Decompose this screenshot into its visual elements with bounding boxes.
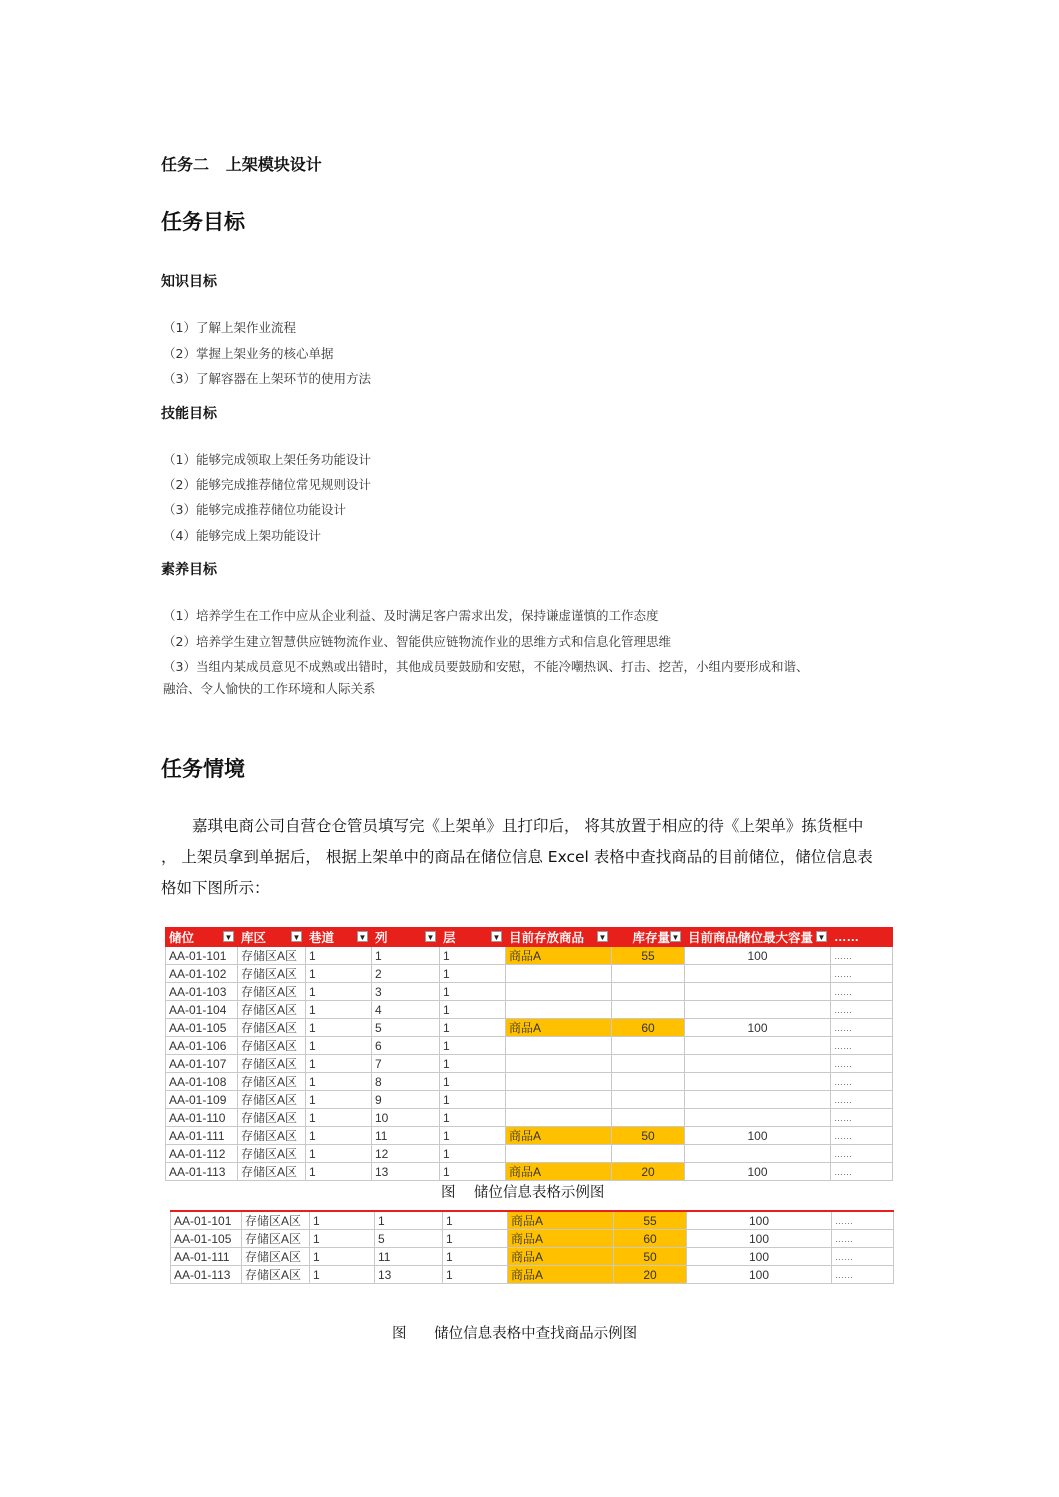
table-cell[interactable]: 1: [440, 1145, 506, 1163]
table-cell[interactable]: 55: [612, 947, 685, 965]
table-cell[interactable]: 1: [306, 983, 372, 1001]
table-row: [166, 1037, 893, 1055]
table-cell[interactable]: [685, 1001, 831, 1019]
table-cell[interactable]: 存储区A区: [238, 1163, 306, 1181]
table-cell[interactable]: 存储区A区: [238, 1091, 306, 1109]
table-cell[interactable]: 商品A: [508, 1211, 614, 1230]
table-cell[interactable]: 存储区A区: [238, 1055, 306, 1073]
table-cell[interactable]: AA-01-103: [166, 983, 238, 1001]
table-cell[interactable]: ……: [831, 1037, 893, 1055]
scenario-line: 嘉琪电商公司自营仓仓管员填写完《上架单》且打印后， 将其放置于相应的待《上架单》拣货框中: [192, 817, 864, 835]
table-cell[interactable]: 商品A: [508, 1248, 614, 1266]
table-cell[interactable]: 1: [306, 947, 372, 965]
knowledge-item: （2）掌握上架业务的核心单据: [163, 346, 334, 361]
table-cell[interactable]: 1: [306, 1073, 372, 1091]
table-cell[interactable]: [612, 983, 685, 1001]
knowledge-item: （3）了解容器在上架环节的使用方法: [163, 371, 371, 386]
table-cell[interactable]: [612, 1001, 685, 1019]
table-cell[interactable]: 5: [372, 1019, 440, 1037]
table-cell[interactable]: 1: [306, 1127, 372, 1145]
table-row: [166, 1073, 893, 1091]
table-cell[interactable]: [506, 1109, 612, 1127]
table-cell[interactable]: 11: [375, 1248, 443, 1266]
table-cell[interactable]: ……: [831, 965, 893, 983]
table-cell[interactable]: ……: [831, 1091, 893, 1109]
table-cell[interactable]: [612, 1109, 685, 1127]
table-cell[interactable]: 3: [372, 983, 440, 1001]
skill-item: （4）能够完成上架功能设计: [163, 528, 321, 543]
table-cell[interactable]: 存储区A区: [238, 1019, 306, 1037]
header-cell: ……: [831, 928, 893, 947]
quality-heading: 素养目标: [161, 562, 217, 578]
table-cell[interactable]: ……: [832, 1230, 894, 1248]
table-cell[interactable]: 1: [443, 1248, 508, 1266]
table-cell[interactable]: 1: [306, 1055, 372, 1073]
table-cell[interactable]: 存储区A区: [238, 1109, 306, 1127]
table-row: [166, 1145, 893, 1163]
table-cell[interactable]: 55: [614, 1211, 687, 1230]
table-cell[interactable]: 1: [440, 1073, 506, 1091]
table-cell[interactable]: [685, 1037, 831, 1055]
table-cell[interactable]: 1: [310, 1266, 375, 1284]
table-cell[interactable]: 存储区A区: [238, 1001, 306, 1019]
table-cell[interactable]: AA-01-102: [166, 965, 238, 983]
table-row: [166, 965, 893, 983]
header-cell[interactable]: 目前存放商品 ▼: [506, 928, 612, 947]
table-cell[interactable]: 7: [372, 1055, 440, 1073]
table-cell[interactable]: [612, 1091, 685, 1109]
table-row: [166, 983, 893, 1001]
table-row: [171, 1266, 894, 1284]
table-cell[interactable]: AA-01-108: [166, 1073, 238, 1091]
table-cell[interactable]: AA-01-113: [166, 1163, 238, 1181]
table-row: [166, 1055, 893, 1073]
table-cell[interactable]: 1: [306, 1037, 372, 1055]
table-cell[interactable]: 100: [685, 1127, 831, 1145]
quality-item: 融洽、令人愉快的工作环境和人际关系: [163, 681, 376, 696]
table-cell[interactable]: 存储区A区: [238, 1037, 306, 1055]
table-cell[interactable]: 1: [440, 1037, 506, 1055]
table-cell[interactable]: AA-01-109: [166, 1091, 238, 1109]
table-cell[interactable]: 100: [687, 1230, 832, 1248]
table-row: [171, 1248, 894, 1266]
table-cell[interactable]: [685, 983, 831, 1001]
task-title: 任务二 上架模块设计: [161, 155, 322, 174]
header-cell[interactable]: 层 ▼: [440, 928, 506, 947]
table-cell[interactable]: 1: [306, 1163, 372, 1181]
table-cell[interactable]: ……: [831, 1127, 893, 1145]
skill-item: （3）能够完成推荐储位功能设计: [163, 502, 346, 517]
table-cell[interactable]: ……: [831, 1055, 893, 1073]
table-cell[interactable]: 1: [306, 1091, 372, 1109]
filter-dropdown-icon[interactable]: ▼: [426, 933, 435, 942]
table-cell[interactable]: 1: [310, 1211, 375, 1230]
table-cell[interactable]: [506, 1145, 612, 1163]
table-cell[interactable]: [612, 1055, 685, 1073]
table-cell[interactable]: AA-01-104: [166, 1001, 238, 1019]
table-cell[interactable]: 8: [372, 1073, 440, 1091]
table-cell[interactable]: [612, 1037, 685, 1055]
filter-dropdown-icon[interactable]: ▼: [292, 933, 301, 942]
table-cell[interactable]: 50: [612, 1127, 685, 1145]
table-row: [171, 1211, 894, 1230]
table-cell[interactable]: [612, 965, 685, 983]
table-cell[interactable]: 1: [440, 1019, 506, 1037]
table-cell[interactable]: 1: [375, 1211, 443, 1230]
header-cell[interactable]: 目前商品储位最大容量 ▼: [685, 928, 831, 947]
table-cell[interactable]: 商品A: [508, 1266, 614, 1284]
table-cell[interactable]: AA-01-111: [166, 1127, 238, 1145]
table-cell[interactable]: 100: [685, 947, 831, 965]
table-cell[interactable]: 1: [440, 1091, 506, 1109]
table-cell[interactable]: ……: [831, 1163, 893, 1181]
filter-dropdown-icon[interactable]: ▼: [817, 933, 826, 942]
table-cell[interactable]: [506, 983, 612, 1001]
table-cell[interactable]: [685, 965, 831, 983]
table-cell[interactable]: 存储区A区: [242, 1248, 310, 1266]
table-cell[interactable]: [685, 1055, 831, 1073]
table-cell[interactable]: 13: [372, 1163, 440, 1181]
table-cell[interactable]: 1: [443, 1230, 508, 1248]
table-cell[interactable]: 9: [372, 1091, 440, 1109]
figure-caption: 图 储位信息表格中查找商品示例图: [392, 1326, 638, 1342]
table-cell[interactable]: ……: [831, 1073, 893, 1091]
table-cell[interactable]: ……: [831, 947, 893, 965]
table-cell[interactable]: 存储区A区: [238, 1073, 306, 1091]
header-cell[interactable]: 列 ▼: [372, 928, 440, 947]
scenario-line: 格如下图所示：: [161, 879, 270, 897]
table-cell[interactable]: AA-01-101: [171, 1211, 242, 1230]
table-cell[interactable]: 1: [440, 1055, 506, 1073]
table-cell[interactable]: 100: [685, 1019, 831, 1037]
table-cell[interactable]: 1: [440, 1127, 506, 1145]
table-cell[interactable]: 1: [443, 1266, 508, 1284]
table-cell[interactable]: AA-01-107: [166, 1055, 238, 1073]
table-cell[interactable]: 商品A: [506, 1019, 612, 1037]
table-cell[interactable]: AA-01-112: [166, 1145, 238, 1163]
table-cell[interactable]: 1: [440, 983, 506, 1001]
table-row: [166, 1091, 893, 1109]
table-cell[interactable]: 商品A: [506, 1163, 612, 1181]
quality-item: （2）培养学生建立智慧供应链物流作业、智能供应链物流作业的思维方式和信息化管理思维: [163, 634, 671, 649]
table-cell[interactable]: 商品A: [506, 1127, 612, 1145]
table-cell[interactable]: ……: [832, 1266, 894, 1284]
table-cell[interactable]: 存储区A区: [242, 1266, 310, 1284]
table-row: [166, 1001, 893, 1019]
table-cell[interactable]: ……: [832, 1211, 894, 1230]
table-cell[interactable]: 1: [440, 965, 506, 983]
table-cell[interactable]: 50: [614, 1248, 687, 1266]
table-cell[interactable]: 2: [372, 965, 440, 983]
table-cell[interactable]: 1: [306, 1145, 372, 1163]
table-cell[interactable]: 13: [375, 1266, 443, 1284]
table-cell[interactable]: 100: [685, 1163, 831, 1181]
table-cell[interactable]: ……: [831, 1145, 893, 1163]
table-cell[interactable]: 1: [306, 1109, 372, 1127]
table-cell[interactable]: [506, 965, 612, 983]
skill-heading: 技能目标: [161, 406, 217, 422]
filter-dropdown-icon[interactable]: ▼: [358, 933, 367, 942]
storage-info-table: [165, 927, 893, 1181]
table-row: [166, 1019, 893, 1037]
table-cell[interactable]: [506, 1073, 612, 1091]
goals-heading: 任务目标: [161, 210, 245, 234]
table-cell[interactable]: 存储区A区: [238, 1145, 306, 1163]
table-cell[interactable]: [612, 1145, 685, 1163]
table-row: [166, 947, 893, 965]
table-cell[interactable]: 1: [440, 1109, 506, 1127]
table-cell[interactable]: ……: [831, 1019, 893, 1037]
table-cell[interactable]: 100: [687, 1266, 832, 1284]
table-cell[interactable]: 11: [372, 1127, 440, 1145]
table-cell[interactable]: 5: [375, 1230, 443, 1248]
table-cell[interactable]: [506, 1037, 612, 1055]
table-cell[interactable]: 存储区A区: [242, 1230, 310, 1248]
table-cell[interactable]: ……: [832, 1248, 894, 1266]
skill-item: （2）能够完成推荐储位常见规则设计: [163, 477, 371, 492]
knowledge-heading: 知识目标: [161, 274, 217, 290]
table-cell[interactable]: [685, 1073, 831, 1091]
table-cell[interactable]: 存储区A区: [238, 947, 306, 965]
table-cell[interactable]: 1: [306, 1019, 372, 1037]
table-cell[interactable]: [506, 1001, 612, 1019]
header-cell[interactable]: 库区 ▼: [238, 928, 306, 947]
table-cell[interactable]: [685, 1091, 831, 1109]
skill-item: （1）能够完成领取上架任务功能设计: [163, 452, 371, 467]
table-cell[interactable]: 12: [372, 1145, 440, 1163]
table-cell[interactable]: 1: [440, 947, 506, 965]
table-cell[interactable]: 存储区A区: [238, 1127, 306, 1145]
table-cell[interactable]: 100: [687, 1211, 832, 1230]
table-cell[interactable]: [685, 1109, 831, 1127]
table-cell[interactable]: 1: [440, 1001, 506, 1019]
scenario-paragraph: [161, 811, 901, 904]
table-cell[interactable]: [506, 1091, 612, 1109]
header-cell[interactable]: 巷道 ▼: [306, 928, 372, 947]
table-cell[interactable]: 60: [614, 1230, 687, 1248]
table-cell[interactable]: 100: [687, 1248, 832, 1266]
table-row: [166, 1109, 893, 1127]
table-cell[interactable]: 4: [372, 1001, 440, 1019]
table-cell[interactable]: 存储区A区: [238, 983, 306, 1001]
table-cell[interactable]: AA-01-105: [166, 1019, 238, 1037]
quality-item: （3）当组内某成员意见不成熟或出错时，其他成员要鼓励和安慰，不能冷嘲热讽、打击、挖苦，小组内要形成和谐、: [163, 659, 809, 674]
table-row: [171, 1230, 894, 1248]
filter-dropdown-icon[interactable]: ▼: [671, 933, 680, 942]
scenario-heading: 任务情境: [161, 757, 245, 781]
table-cell[interactable]: AA-01-111: [171, 1248, 242, 1266]
table-cell[interactable]: AA-01-101: [166, 947, 238, 965]
scenario-line: ， 上架员拿到单据后， 根据上架单中的商品在储位信息 Excel 表格中查找商品的目前储位，储位信息表: [161, 848, 873, 866]
table-cell[interactable]: ……: [831, 983, 893, 1001]
filter-dropdown-icon[interactable]: ▼: [492, 933, 501, 942]
table-cell[interactable]: 商品A: [508, 1230, 614, 1248]
table-header-row: [166, 928, 893, 947]
table-cell[interactable]: 1: [443, 1211, 508, 1230]
search-result-table: [170, 1210, 894, 1284]
table-row: [166, 1127, 893, 1145]
knowledge-item: （1）了解上架作业流程: [163, 320, 296, 335]
filter-dropdown-icon[interactable]: ▼: [224, 933, 233, 942]
table-cell[interactable]: 1: [310, 1230, 375, 1248]
table-row: [166, 1163, 893, 1181]
table-cell[interactable]: 10: [372, 1109, 440, 1127]
table-cell[interactable]: ……: [831, 1109, 893, 1127]
quality-item: （1）培养学生在工作中应从企业利益、及时满足客户需求出发，保持谦虚谨慎的工作态度: [163, 608, 659, 623]
table-cell[interactable]: AA-01-105: [171, 1230, 242, 1248]
table-cell[interactable]: [685, 1145, 831, 1163]
table-cell[interactable]: AA-01-113: [171, 1266, 242, 1284]
table-cell[interactable]: 6: [372, 1037, 440, 1055]
table-cell[interactable]: [612, 1073, 685, 1091]
table-cell[interactable]: 20: [612, 1163, 685, 1181]
table-cell[interactable]: 1: [372, 947, 440, 965]
header-cell[interactable]: 储位 ▼: [166, 928, 238, 947]
table-cell[interactable]: 20: [614, 1266, 687, 1284]
table-cell[interactable]: 1: [310, 1248, 375, 1266]
table-cell[interactable]: ……: [831, 1001, 893, 1019]
figure-caption: 图 储位信息表格示例图: [441, 1185, 605, 1201]
table-cell[interactable]: 存储区A区: [242, 1211, 310, 1230]
table-cell[interactable]: AA-01-106: [166, 1037, 238, 1055]
table-cell[interactable]: 商品A: [506, 947, 612, 965]
filter-dropdown-icon[interactable]: ▼: [598, 933, 607, 942]
table-cell[interactable]: 1: [440, 1163, 506, 1181]
table-cell[interactable]: 1: [306, 965, 372, 983]
table-cell[interactable]: 1: [306, 1001, 372, 1019]
header-cell[interactable]: 库存量 ▼: [612, 928, 685, 947]
table-cell[interactable]: 60: [612, 1019, 685, 1037]
table-cell[interactable]: 存储区A区: [238, 965, 306, 983]
table-cell[interactable]: [506, 1055, 612, 1073]
table-cell[interactable]: AA-01-110: [166, 1109, 238, 1127]
